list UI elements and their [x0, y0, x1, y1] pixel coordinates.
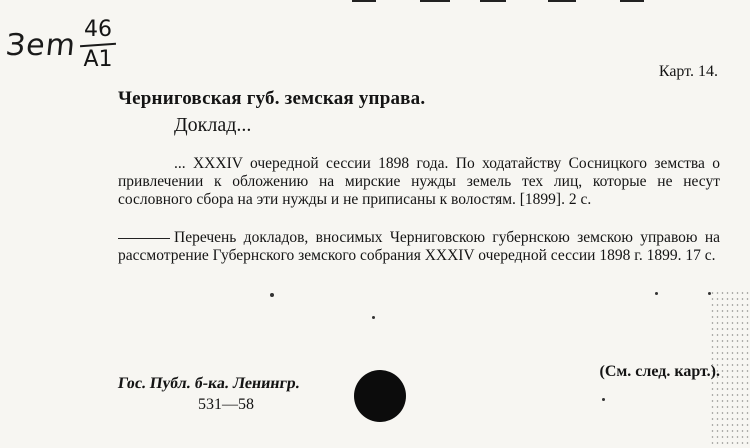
handwritten-numerator: 46	[84, 17, 112, 42]
ink-speck	[270, 293, 274, 297]
handwritten-shelfmark-prefix: Зem	[4, 28, 78, 63]
card-subheading: Доклад...	[174, 114, 252, 136]
edge-noise	[710, 290, 750, 448]
ink-speck	[602, 398, 605, 401]
entry-2-text: Перечень докладов, вносимых Черниговскою губернскою земскою управою на рассмотрение Губернского земского собрания XXXIV очередной сессии 1898 г. 1899. 17 с.	[118, 229, 720, 264]
stamp-number: 531—58	[198, 396, 254, 413]
entry-1: ... XXXIV очередной сессии 1898 года. По ходатайству Сосницкого земства о привлечении к обложению на мирские нужды земель тех лиц, которые не несут сословного сбора на эти нужды и не приписаны к волостям. [1899]. 2 с.	[118, 155, 720, 208]
ink-seal-mark	[354, 370, 406, 422]
handwritten-shelfmark-fraction	[80, 18, 116, 72]
ink-speck	[372, 316, 375, 319]
handwritten-denominator: A1	[83, 47, 113, 72]
library-stamp: Гос. Публ. б-ка. Ленингр.	[116, 375, 301, 392]
continuation-note: (См. след. карт.).	[599, 363, 720, 380]
entry-dash	[118, 238, 170, 239]
card-number: Карт. 14.	[658, 63, 718, 80]
top-edge-marks	[0, 0, 750, 2]
ink-speck	[655, 292, 658, 295]
entry-2	[118, 229, 720, 265]
card-heading: Черниговская губ. земская управа.	[118, 88, 426, 109]
